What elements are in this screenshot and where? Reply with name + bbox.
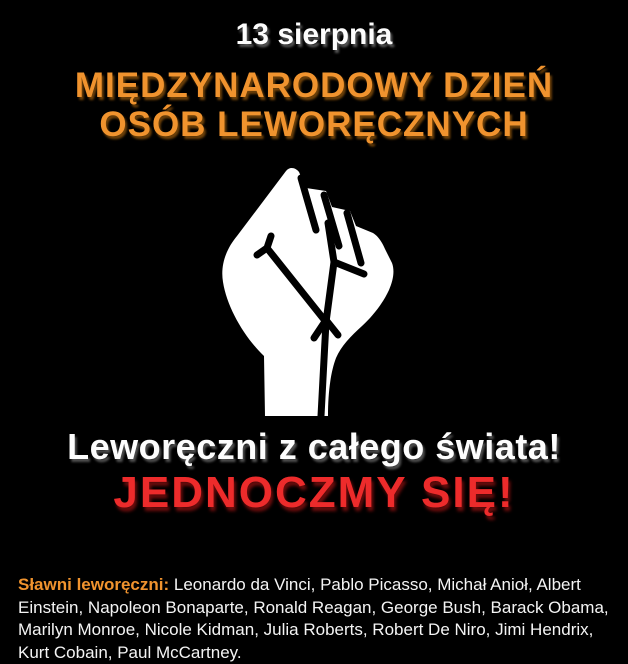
main-title-line2: OSÓB LEWORĘCZNYCH: [99, 105, 529, 144]
main-title: [0, 66, 628, 144]
famous-left-handers-paragraph: [18, 574, 616, 664]
famous-left-handers-label: Sławni leworęczni:: [18, 575, 170, 594]
raised-fist-icon: [214, 166, 396, 416]
famous-left-handers-names: Leonardo da Vinci, Pablo Picasso, Michał Anioł, Albert Einstein, Napoleon Bonaparte, Ronald Reagan, George Bush, Barack Obama, Marilyn Monroe, Nicole Kidman, Julia Roberts, Robert De Niro, Jimi Hendrix, Kurt Cobain, Paul McCartney.: [18, 575, 609, 662]
slogan-line-white: Leworęczni z całego świata!: [67, 426, 561, 467]
date-heading: 13 sierpnia: [235, 18, 393, 51]
main-title-line1: MIĘDZYNARODOWY DZIEŃ: [74, 66, 554, 105]
slogan-line-red: JEDNOCZMY SIĘ!: [113, 468, 515, 517]
